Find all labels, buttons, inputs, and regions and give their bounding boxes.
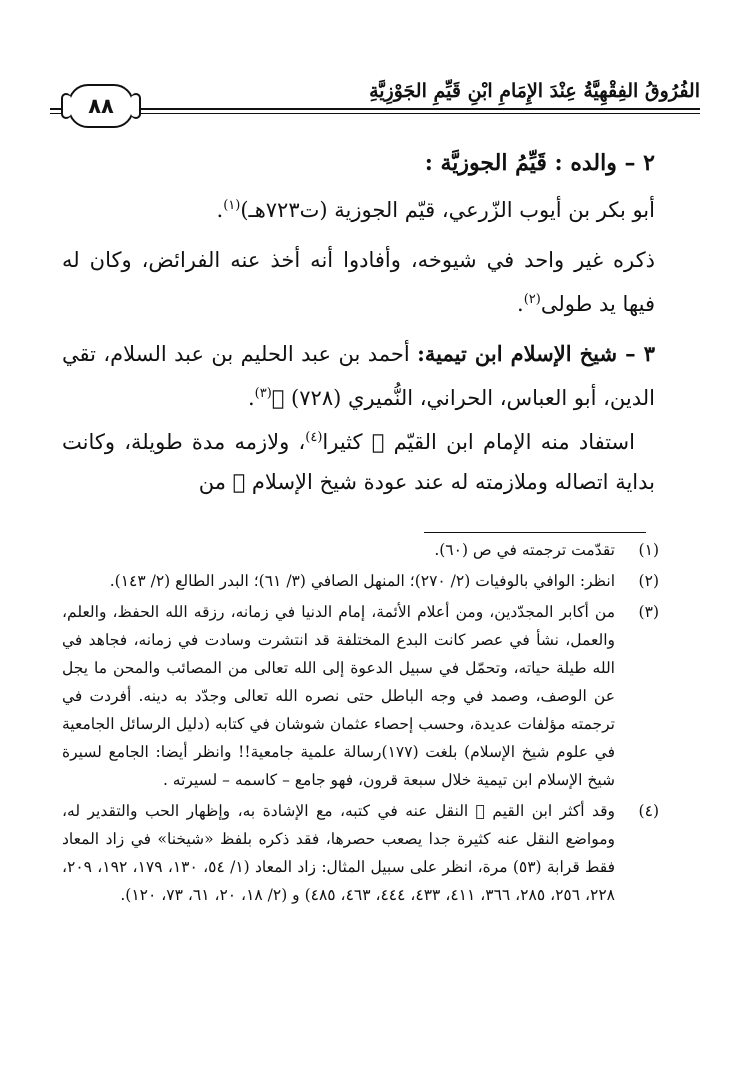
footnote-ref-2[interactable]: (٢) (523, 292, 541, 307)
ibn-taymiyya-paragraph (62, 418, 655, 502)
main-text (62, 140, 655, 502)
page-header (50, 78, 700, 130)
ibn-taymiyya-end: . (247, 386, 255, 410)
footnote-number: (٣) (638, 603, 659, 621)
footnote-ref-3[interactable]: (٣) (254, 386, 272, 401)
footnote-ref-1[interactable]: (١) (223, 198, 241, 213)
father-paragraph-end: . (517, 292, 524, 316)
father-paragraph-text: ذكره غير واحد في شيوخه، وأفادوا أنه أخذ عنه الفرائض، وكان له فيها يد طولى (62, 248, 655, 316)
section-heading-ibn-taymiyya: ٣ – شيخ الإسلام ابن تيمية: (417, 341, 655, 366)
footnote-separator (424, 532, 646, 533)
header-rule (50, 108, 700, 110)
section-heading-father-text: ٢ – والده : قَيِّمُ الجوزيَّة : (424, 150, 655, 176)
father-name-line (62, 186, 655, 230)
father-paragraph (62, 240, 655, 324)
footnote-item (62, 797, 659, 909)
footnote-number: (٤) (638, 802, 659, 820)
footnote-text: من أكابر المجدّدين، ومن أعلام الأئمة، إمام الدنيا في زمانه، رزقه الله الحفظ، والعلم، والعمل، نشأ في عصر كانت البدع المختلفة قد انتشرت وسادت في زمانه، فجاهد في الله طيلة حياته، وتحمّل في سبيل الدعوة إلى الله تعالى من المصائب والمحن ما يجل عن الوصف، وصمد في وجه الباطل حتى نصره الله تعالى وجدّد به دينه. أفردت في ترجمته مؤلفات عديدة، وحسب إحصاء عثمان شوشان في كتابه (دليل الرسائل الجامعية في علوم شيخ الإسلام) بلغت (١٧٧)رسالة علمية جامعية!! وانظر أيضا: الجامع لسيرة شيخ الإسلام ابن تيمية خلال سبعة قرون، فهو جامع – كاسمه – لسيرته . (62, 603, 615, 789)
ibn-taymiyya-paragraph-a: استفاد منه الإمام ابن القيّم ﷬ كثيرا (322, 430, 635, 454)
footnote-text: وقد أكثر ابن القيم ﷬ النقل عنه في كتبه، مع الإشادة به، وإظهار الحب والتقدير له، ومواضع النقل عنه كثيرة جدا يصعب حصرها، فقد ذكره بلفظ «شيخنا» في زاد المعاد فقط قرابة (٥٣) مرة، انظر على سبيل المثال: زاد المعاد (١/ ٥٤، ١٣٠، ١٧٩، ١٩٢، ٢٠٩، ٢٢٨، ٢٥٦، ٢٨٥، ٣٦٦، ٤١١، ٤٣٣، ٤٤٤، ٤٦٣، ٤٨٥) و (٢/ ١٨، ٢٠، ٦١، ٧٣، ١٢٠). (62, 802, 616, 904)
footnote-item (62, 598, 659, 794)
footnote-item (62, 567, 659, 595)
page-number-badge: ٨٨ (68, 84, 134, 128)
footnote-text: انظر: الوافي بالوفيات (٢/ ٢٧٠)؛ المنهل الصافي (٣/ ٦١)؛ البدر الطالع (٢/ ١٤٣). (109, 572, 615, 590)
footnote-number: (٢) (638, 572, 659, 590)
section-heading-father (62, 140, 655, 186)
father-name-text: أبو بكر بن أيوب الزّرعي، قيّم الجوزية (ت٧٢٣هـ) (240, 198, 655, 222)
header-rule-thin (50, 113, 700, 114)
section-ibn-taymiyya (62, 334, 655, 418)
ibn-taymiyya-paragraph-b: ، ولازمه مدة طويلة، وكانت بداية اتصاله وملازمته له عند عودة شيخ الإسلام ﷬ من (62, 430, 655, 494)
footnote-ref-4[interactable]: (٤) (305, 430, 323, 445)
footnote-number: (١) (638, 541, 659, 559)
footnotes (62, 536, 659, 909)
father-name-end: . (216, 198, 224, 222)
footnote-text: تقدّمت ترجمته في ص (٦٠). (434, 541, 615, 559)
running-title: الفُرُوقُ الفِقْهِيَّةُ عِنْدَ الإِمَامِ ابْنِ قَيِّمِ الجَوْزِيَّةِ (369, 80, 700, 102)
ibn-taymiyya-name-text: أحمد بن عبد الحليم بن عبد السلام، تقي الدين، أبو العباس، الحراني، النُّميري (٧٢٨) ﷬ (62, 342, 655, 410)
footnote-item (62, 536, 659, 564)
